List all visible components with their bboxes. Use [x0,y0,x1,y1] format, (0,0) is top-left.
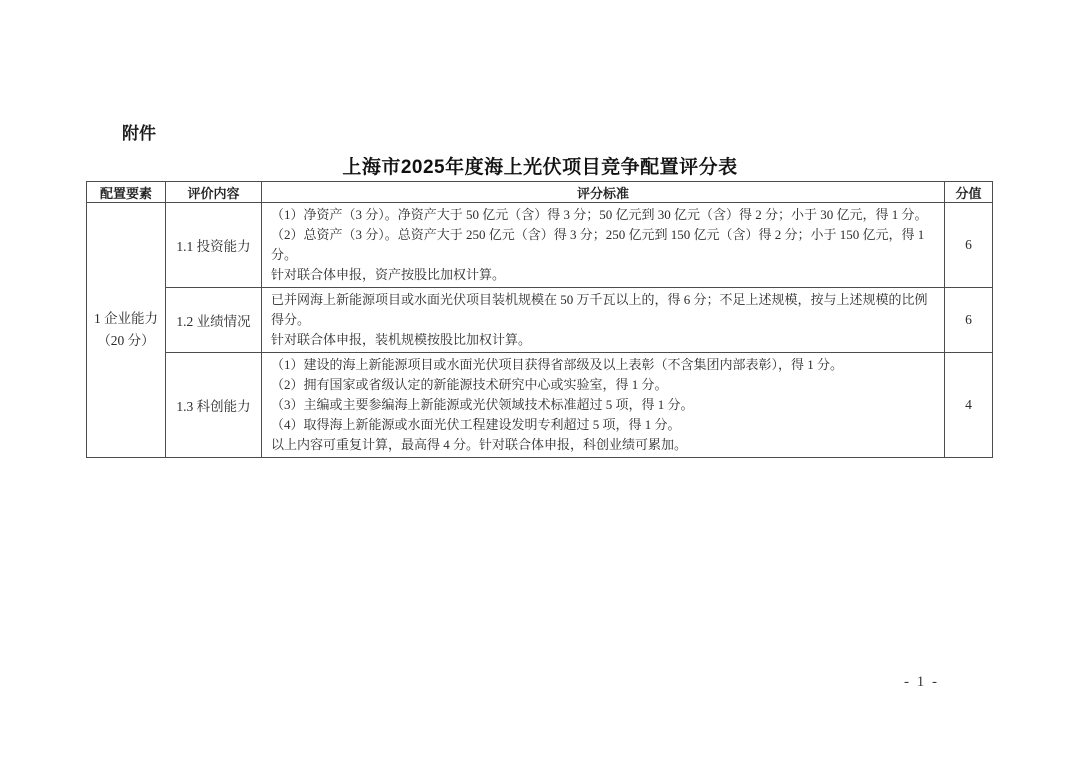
scoring-table [86,181,993,458]
group-label-line2: （20 分） [97,333,155,348]
table-row-performance [87,288,993,353]
score-cell-investment: 6 [945,203,993,288]
attachment-label: 附件 [122,124,156,143]
header-evaluation-content: 评价内容 [166,182,262,203]
group-label-line1: 1 企业能力 [93,311,159,326]
criteria-paragraph: 已并网海上新能源项目或水面光伏项目装机规模在 50 万千瓦以上的，得 6 分；不足上述规模，按与上述规模的比例得分。 [271,292,928,327]
score-cell-innovation: 4 [945,353,993,458]
table-row-innovation [87,353,993,458]
criteria-paragraph: （3）主编或主要参编海上新能源或光伏领域技术标准超过 5 项，得 1 分。 [271,397,694,412]
criteria-cell-investment [262,203,945,288]
page-number: - 1 - [904,674,939,690]
criteria-paragraph: （2）总资产（3 分）。总资产大于 250 亿元（含）得 3 分；250 亿元到 150 亿元（含）得 2 分；小于 150 亿元，得 1 分。 [271,227,925,262]
group-cell-enterprise-capability [87,203,166,458]
table-row-investment [87,203,993,288]
content-cell-performance: 1.2 业绩情况 [166,288,262,353]
criteria-cell-performance [262,288,945,353]
document-title: 上海市2025年度海上光伏项目竞争配置评分表 [342,157,738,178]
criteria-cell-innovation [262,353,945,458]
criteria-paragraph: 针对联合体申报，装机规模按股比加权计算。 [271,332,532,347]
header-score-value: 分值 [945,182,993,203]
content-cell-innovation: 1.3 科创能力 [166,353,262,458]
criteria-paragraph: （1）建设的海上新能源项目或水面光伏项目获得省部级及以上表彰（不含集团内部表彰），得 1 分。 [271,357,844,372]
content-cell-investment: 1.1 投资能力 [166,203,262,288]
header-scoring-criteria: 评分标准 [262,182,945,203]
criteria-paragraph: （2）拥有国家或省级认定的新能源技术研究中心或实验室，得 1 分。 [271,377,668,392]
header-config-element: 配置要素 [87,182,166,203]
criteria-paragraph: 针对联合体申报，资产按股比加权计算。 [271,267,506,282]
score-cell-performance: 6 [945,288,993,353]
criteria-paragraph: （4）取得海上新能源或水面光伏工程建设发明专利超过 5 项，得 1 分。 [271,417,681,432]
criteria-paragraph: （1）净资产（3 分）。净资产大于 50 亿元（含）得 3 分；50 亿元到 30 亿元（含）得 2 分；小于 30 亿元，得 1 分。 [271,207,928,222]
table-header-row [87,182,993,203]
criteria-paragraph: 以上内容可重复计算，最高得 4 分。针对联合体申报，科创业绩可累加。 [271,437,688,452]
